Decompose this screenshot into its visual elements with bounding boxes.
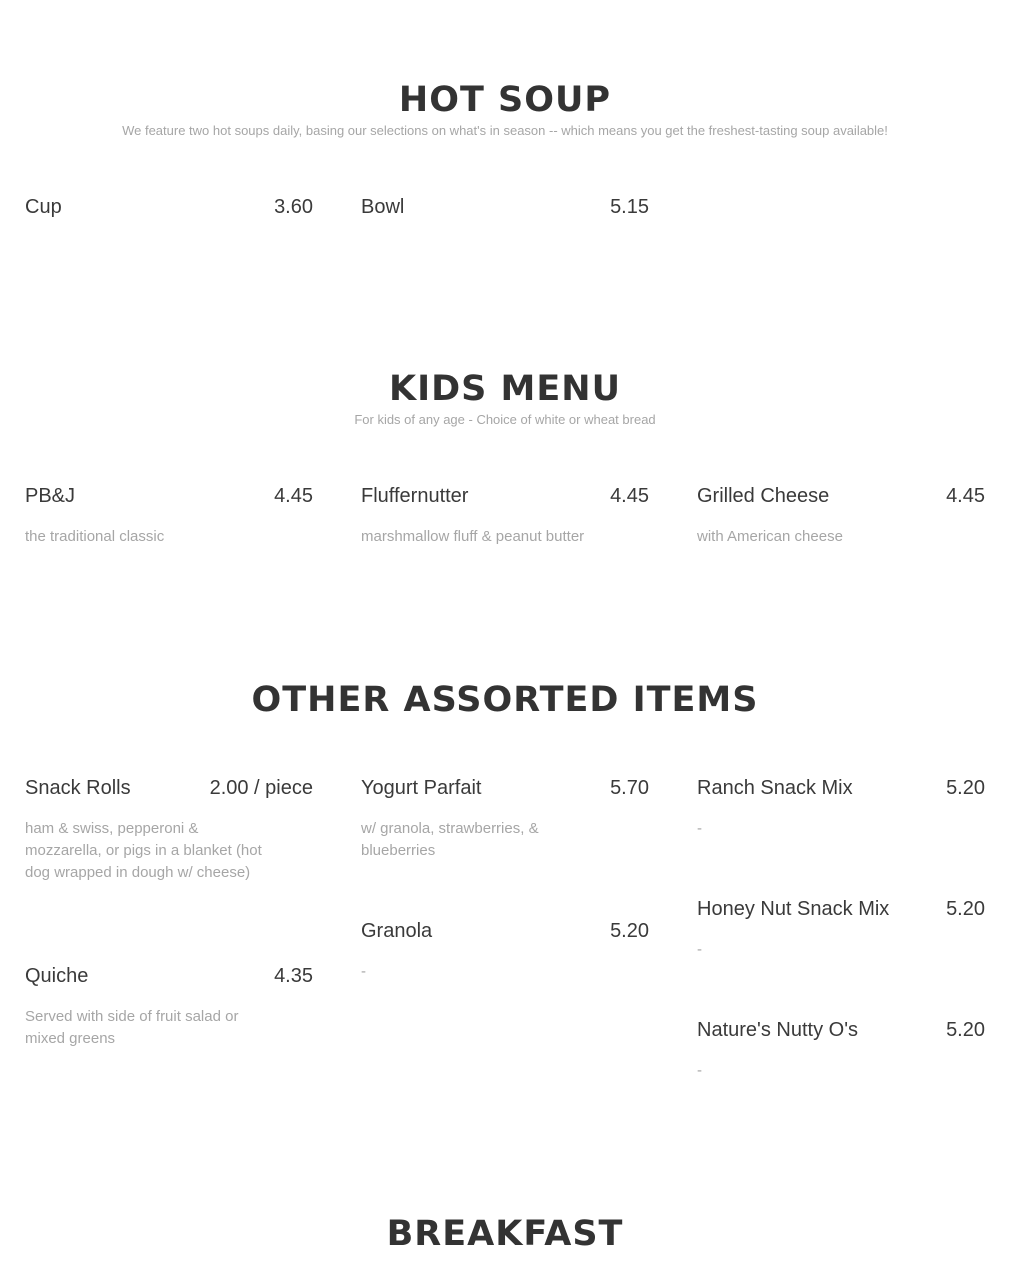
item-description: Served with side of fruit salad or mixed greens: [25, 1008, 239, 1047]
item-name: Grilled Cheese: [697, 485, 830, 507]
item-description: -: [361, 963, 366, 980]
menu-item-natures-nutty-os: [697, 1018, 985, 1082]
menu-item-snack-rolls: [25, 776, 313, 884]
item-price: 5.15: [610, 196, 649, 218]
section-title-other-items: OTHER ASSORTED ITEMS: [251, 680, 759, 720]
item-description: -: [697, 820, 702, 837]
menu-item-granola: [361, 919, 649, 983]
item-price: 3.60: [274, 196, 313, 218]
menu-item-bowl: [361, 195, 649, 219]
item-name: Yogurt Parfait: [361, 777, 482, 799]
item-description: marshmallow fluff & peanut butter: [361, 528, 585, 545]
menu-item-ranch-snack-mix: [697, 776, 985, 840]
item-name: Bowl: [361, 196, 405, 218]
section-subtitle-hot-soup: We feature two hot soups daily, basing our selections on what's in season -- which means you get the freshest-tasting soup available!: [122, 123, 888, 138]
item-description: -: [697, 941, 702, 958]
section-title-breakfast: BREAKFAST: [386, 1214, 624, 1254]
item-name: Nature's Nutty O's: [697, 1019, 859, 1041]
item-price: 5.70: [610, 777, 649, 799]
section-title-kids-menu: KIDS MENU: [388, 369, 622, 409]
item-price: 5.20: [946, 777, 985, 799]
item-description: with American cheese: [697, 528, 843, 545]
menu-item-honey-nut-snack-mix: [697, 897, 985, 961]
item-price: 4.45: [274, 485, 313, 507]
menu-item-fluffernutter: [361, 484, 649, 548]
item-price: 5.20: [610, 920, 649, 942]
item-name: Quiche: [25, 965, 89, 987]
item-description: -: [697, 1062, 702, 1079]
item-price: 2.00 / piece: [209, 777, 313, 799]
menu-item-cup: [25, 195, 313, 219]
item-name: Cup: [25, 196, 62, 218]
item-description: the traditional classic: [25, 528, 165, 545]
section-title-hot-soup: HOT SOUP: [398, 80, 612, 120]
menu-item-grilled-cheese: [697, 484, 985, 548]
item-price: 5.20: [946, 898, 985, 920]
menu-item-quiche: [25, 964, 313, 1050]
item-name: Ranch Snack Mix: [697, 777, 853, 799]
item-price: 4.45: [610, 485, 649, 507]
item-name: Fluffernutter: [361, 485, 469, 507]
item-price: 4.45: [946, 485, 985, 507]
menu-item-pbj: [25, 484, 313, 548]
item-description: ham & swiss, pepperoni & mozzarella, or pigs in a blanket (hot dog wrapped in dough w/ cheese): [25, 820, 262, 881]
section-subtitle-kids-menu: For kids of any age - Choice of white or wheat bread: [354, 412, 656, 427]
item-name: Granola: [361, 920, 433, 942]
item-name: PB&J: [25, 485, 76, 507]
item-price: 5.20: [946, 1019, 985, 1041]
item-price: 4.35: [274, 965, 313, 987]
item-name: Snack Rolls: [25, 777, 131, 799]
menu-item-yogurt-parfait: [361, 776, 649, 862]
item-name: Honey Nut Snack Mix: [697, 898, 890, 920]
item-description: w/ granola, strawberries, & blueberries: [361, 820, 539, 859]
